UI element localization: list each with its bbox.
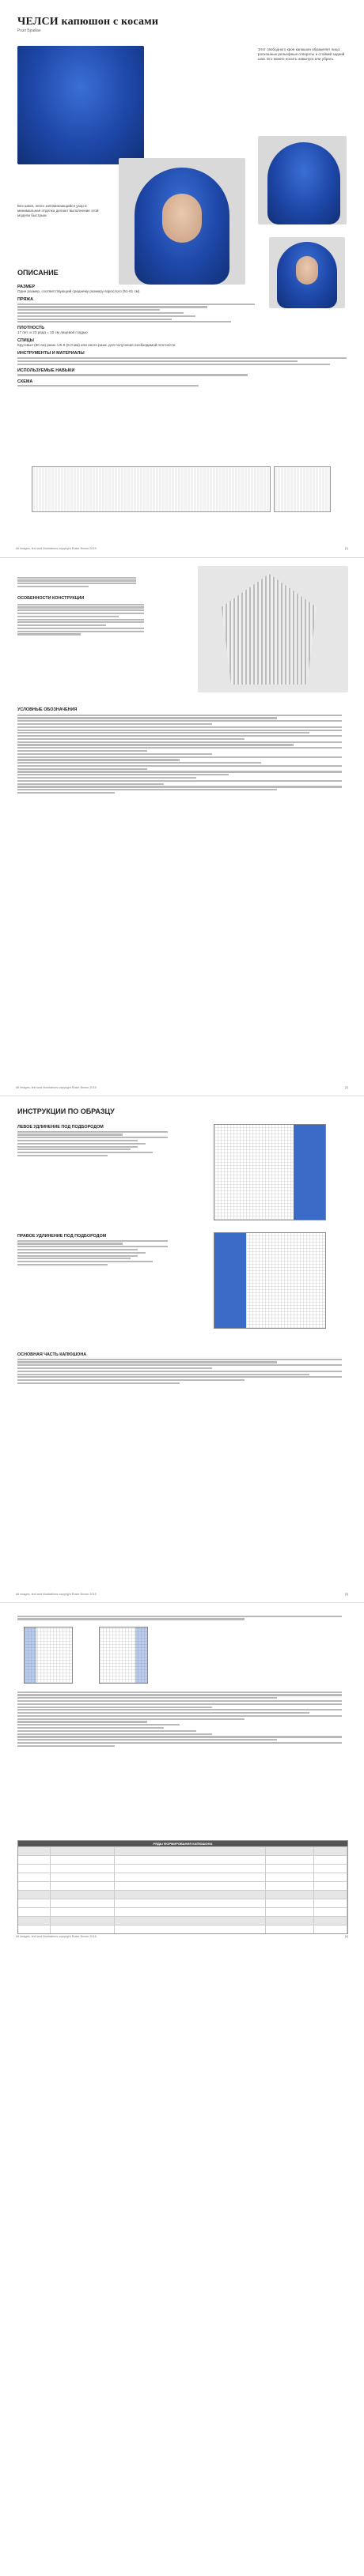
footer-page-number: [2]	[344, 1086, 348, 1089]
p2-intro	[17, 575, 136, 589]
hood-shaping-table	[17, 1840, 348, 1934]
construction-diagram	[198, 566, 348, 692]
table-row	[18, 1899, 347, 1907]
chart-left-extension	[214, 1124, 326, 1220]
gauge-text: 17 пет. и 23 ряда = 10 см лицевой гладью	[17, 330, 88, 335]
intro-bottom: Без швов, легко запоминающийся узор и минимальная отделка делают выполнение этой модели быстрым.	[17, 204, 99, 217]
intro-text: Этот свободного кроя капюшон обрамляет лицо: роскошные рельефные отвороты и стойкий задний шов. Его можно носить навыпуск или убрать.	[258, 47, 345, 61]
chart-hood-b	[99, 1627, 148, 1684]
page-2	[0, 558, 364, 1096]
page-4	[0, 1603, 364, 2576]
schema-text	[17, 385, 347, 387]
table-row	[18, 1864, 347, 1873]
size-text: Один размер, соответствующий среднему размеру взрослого (51-61 см)	[17, 289, 140, 293]
table-row	[18, 1916, 347, 1925]
right-extension-text	[17, 1239, 168, 1267]
photo-model	[119, 158, 245, 285]
schematic-diagram	[32, 466, 271, 512]
heading-gauge: ПЛОТНОСТЬ	[17, 326, 45, 331]
tools-text	[17, 357, 347, 365]
table-row	[18, 1890, 347, 1899]
p2-construction-text	[17, 602, 144, 636]
chart-hood-a	[24, 1627, 73, 1684]
designer-name: Розл Брайан	[17, 28, 41, 33]
heading-left-extension: ЛЕВОЕ УДЛИНЕНИЕ ПОД ПОДБОРОДОМ	[17, 1125, 104, 1130]
footer-copyright: All images, text and illustrations copyright Rosie Brown 2015	[16, 547, 97, 550]
photo-hood-side	[258, 136, 347, 224]
footer-copyright: All images, text and illustrations copyright Rosie Brown 2015	[16, 1593, 97, 1596]
chart-right-extension	[214, 1232, 326, 1329]
hood-main-text	[17, 1357, 342, 1386]
table-title: РЯДЫ ФОРМИРОВАНИЯ КАПЮШОНА	[18, 1841, 347, 1846]
table-row	[18, 1873, 347, 1881]
heading-size: РАЗМЕР	[17, 285, 36, 289]
table-row	[18, 1925, 347, 1933]
left-extension-text	[17, 1130, 168, 1158]
heading-abbreviations: УСЛОВНЫЕ ОБОЗНАЧЕНИЯ	[17, 707, 78, 712]
page-1	[0, 0, 364, 558]
skills-text	[17, 374, 347, 375]
abbreviations-text	[17, 713, 342, 795]
footer-page-number: [4]	[344, 1935, 348, 1938]
table-row	[18, 1881, 347, 1890]
needles-text: Круговые (80 см) разм. US 8 (5.0 мм) или иного разм. для получения необходимой плотности	[17, 343, 176, 348]
heading-skills: ИСПОЛЬЗУЕМЫЕ НАВЫКИ	[17, 368, 75, 373]
pattern-title: ЧЕЛСИ капюшон с косами	[17, 16, 159, 28]
heading-yarn: ПРЯЖА	[17, 297, 33, 302]
footer-copyright: All images, text and illustrations copyright Rosie Brown 2015	[16, 1935, 97, 1938]
p4-body-text	[17, 1690, 342, 1748]
heading-construction: ОСОБЕННОСТИ КОНСТРУКЦИИ	[17, 596, 85, 601]
footer-page-number: [3]	[344, 1593, 348, 1596]
table-row	[18, 1907, 347, 1916]
footer-page-number: [1]	[344, 547, 348, 550]
heading-needles: СПИЦЫ	[17, 338, 34, 344]
schematic-diagram-end	[274, 466, 331, 512]
page-3	[0, 1096, 364, 1603]
heading-right-extension: ПРАВОЕ УДЛИНЕНИЕ ПОД ПОДБОРОДОМ	[17, 1234, 107, 1239]
section-instructions: ИНСТРУКЦИИ ПО ОБРАЗЦУ	[17, 1107, 115, 1115]
p4-intro	[17, 1614, 342, 1621]
footer-copyright: All images, text and illustrations copyright Rosie Brown 2015	[16, 1086, 97, 1089]
heading-hood-main: ОСНОВНАЯ ЧАСТЬ КАПЮШОНА	[17, 1352, 87, 1357]
table-row	[18, 1846, 347, 1855]
photo-hood-back	[17, 46, 144, 164]
heading-tools: ИНСТРУМЕНТЫ И МАТЕРИАЛЫ	[17, 351, 85, 356]
section-description: ОПИСАНИЕ	[17, 269, 59, 277]
heading-schema: СХЕМА	[17, 379, 33, 384]
yarn-text	[17, 304, 255, 323]
table-row	[18, 1855, 347, 1864]
